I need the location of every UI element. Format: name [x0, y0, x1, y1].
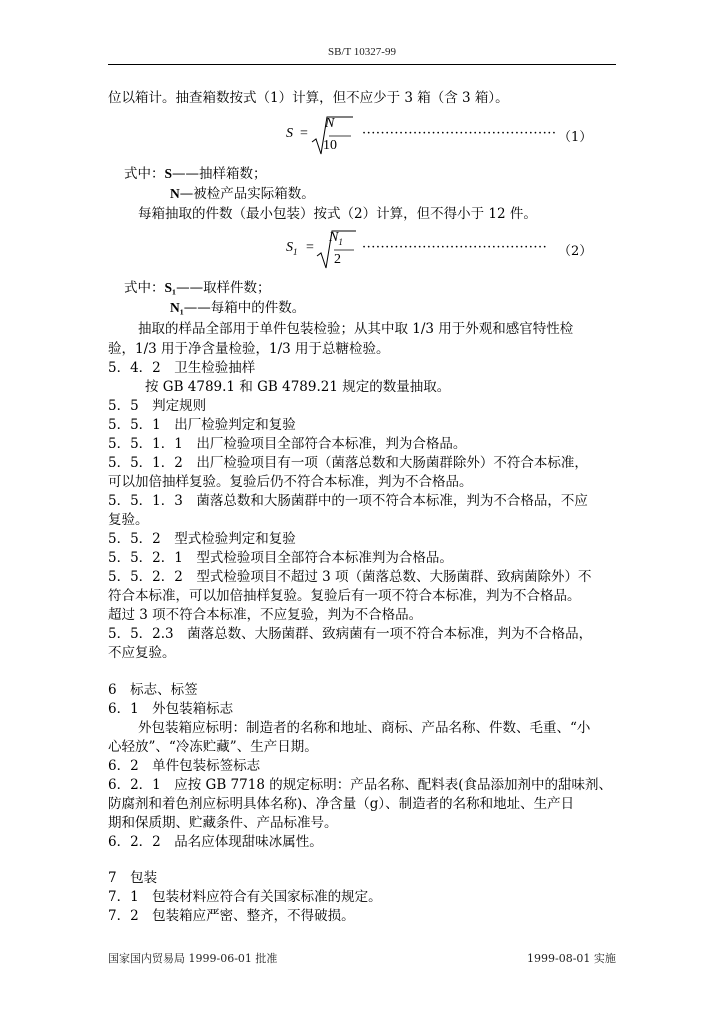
text-line: 防腐剂和着色剂应标明具体名称)、净含量（g）、制造者的名称和地址、生产日	[108, 796, 575, 812]
text-line: 5．5．1．2 出厂检验项目有一项（菌落总数和大肠菌群除外）不符合本标准，	[108, 455, 588, 471]
text-line: 期和保质期、贮藏条件、产品标准号。	[108, 815, 338, 831]
section-heading: 6．2 单件包装标签标志	[108, 758, 261, 774]
footer-approval: 国家国内贸易局 1999-06-01 批准	[108, 952, 278, 965]
symbol-n-desc: —被检产品实际箱数。	[179, 186, 315, 202]
text-line: 复验。	[108, 512, 149, 528]
text-line: 按 GB 4789.1 和 GB 4789.21 规定的数量抽取。	[145, 379, 451, 395]
text-line	[170, 184, 315, 204]
text-line: 符合本标准，可以加倍抽样复验。复验后有一项不符合本标准，判为不合格品。	[108, 588, 581, 604]
text-line: 外包装箱应标明：制造者的名称和地址、商标、产品名称、件数、毛重、“小	[138, 720, 591, 736]
where-label: 式中：	[124, 280, 165, 296]
formula-2-eq: =	[306, 240, 314, 255]
formula-1-eq: =	[300, 126, 308, 141]
symbol-s: S	[164, 166, 173, 181]
text-line: 6．2．2 品名应体现甜味冰属性。	[108, 834, 323, 850]
text-line: 5．5．2.3 菌落总数、大肠菌群、致病菌有一项不符合本标准，判为不合格品，	[108, 626, 593, 642]
symbol-n1: N₁	[170, 300, 184, 315]
formula-1-den: 10	[323, 138, 337, 153]
formula-2-den: 2	[334, 252, 341, 267]
formula-1-number: （1）	[558, 130, 593, 145]
text-line: 7．1 包装材料应符合有关国家标准的规定。	[108, 889, 382, 905]
footer-implementation: 1999-08-01 实施	[527, 952, 616, 965]
text-line	[124, 278, 271, 298]
leader-dots-2: ········································	[362, 240, 548, 255]
text-line: 5．5．1．1 出厂检验项目全部符合本标准，判为合格品。	[108, 436, 467, 452]
text-line	[124, 164, 267, 184]
text-line: 每箱抽取的件数（最小包装）按式（2）计算，但不得小于 12 件。	[138, 206, 537, 222]
section-heading: 5．4．2 卫生检验抽样	[108, 360, 256, 376]
text-line: 位以箱计。抽查箱数按式（1）计算，但不应少于 3 箱（含 3 箱）。	[108, 90, 509, 106]
symbol-s-desc: ——抽样箱数；	[172, 166, 267, 182]
symbol-s1-desc: ——取样件数；	[176, 280, 271, 296]
section-heading: 6．1 外包装箱标志	[108, 701, 234, 717]
section-heading: 6 标志、标签	[108, 682, 198, 698]
header-code: SB/T 10327-99	[328, 46, 396, 58]
text-line: 5．5．2．1 型式检验项目全部符合本标准判为合格品。	[108, 550, 453, 566]
text-line: 心轻放”、“冷冻贮藏”、生产日期。	[108, 739, 318, 755]
text-line: 超过 3 项不符合本标准，不应复验，判为不合格品。	[108, 607, 423, 623]
text-line	[170, 298, 305, 318]
text-line: 7．2 包装箱应严密、整齐，不得破损。	[108, 908, 355, 924]
symbol-n: N	[170, 186, 180, 201]
formula-2-num-sub: 1	[338, 236, 343, 247]
section-heading: 5．5 判定规则	[108, 398, 207, 414]
symbol-s1: S₁	[164, 280, 177, 295]
text-line: 可以加倍抽样复验。复验后仍不符合本标准，判为不合格品。	[108, 474, 473, 490]
formula-2-lhs-sub: 1	[293, 246, 298, 257]
leader-dots-1: ··········································	[362, 126, 557, 141]
formula-2-num	[329, 230, 343, 247]
formula-2-number: （2）	[558, 244, 593, 259]
text-line: 不应复验。	[108, 645, 176, 661]
formula-2-num-var: N	[329, 230, 339, 245]
formula-1-num: N	[325, 116, 335, 131]
section-heading: 5．5．1 出厂检验判定和复验	[108, 417, 296, 433]
where-label: 式中：	[124, 166, 165, 182]
formula-1-lhs: S	[286, 126, 293, 141]
symbol-n1-desc: ——每箱中的件数。	[183, 300, 306, 316]
text-line: 验，1/3 用于净含量检验，1/3 用于总糖检验。	[108, 341, 390, 357]
text-line: 5．5．2．2 型式检验项目不超过 3 项（菌落总数、大肠菌群、致病菌除外）不	[108, 569, 592, 585]
section-heading: 7 包装	[108, 870, 158, 886]
formula-2-lhs-var: S	[286, 240, 293, 255]
text-line: 5．5．1．3 菌落总数和大肠菌群中的一项不符合本标准，判为不合格品，不应	[108, 493, 588, 509]
formula-2-lhs	[286, 240, 298, 257]
text-line: 6．2．1 应按 GB 7718 的规定标明：产品名称、配料表(食品添加剂中的甜味剂、	[108, 777, 612, 793]
section-heading: 5．5．2 型式检验判定和复验	[108, 531, 296, 547]
text-line: 抽取的样品全部用于单件包装检验；从其中取 1/3 用于外观和感官特性检	[138, 321, 574, 337]
header-rule	[108, 64, 616, 65]
